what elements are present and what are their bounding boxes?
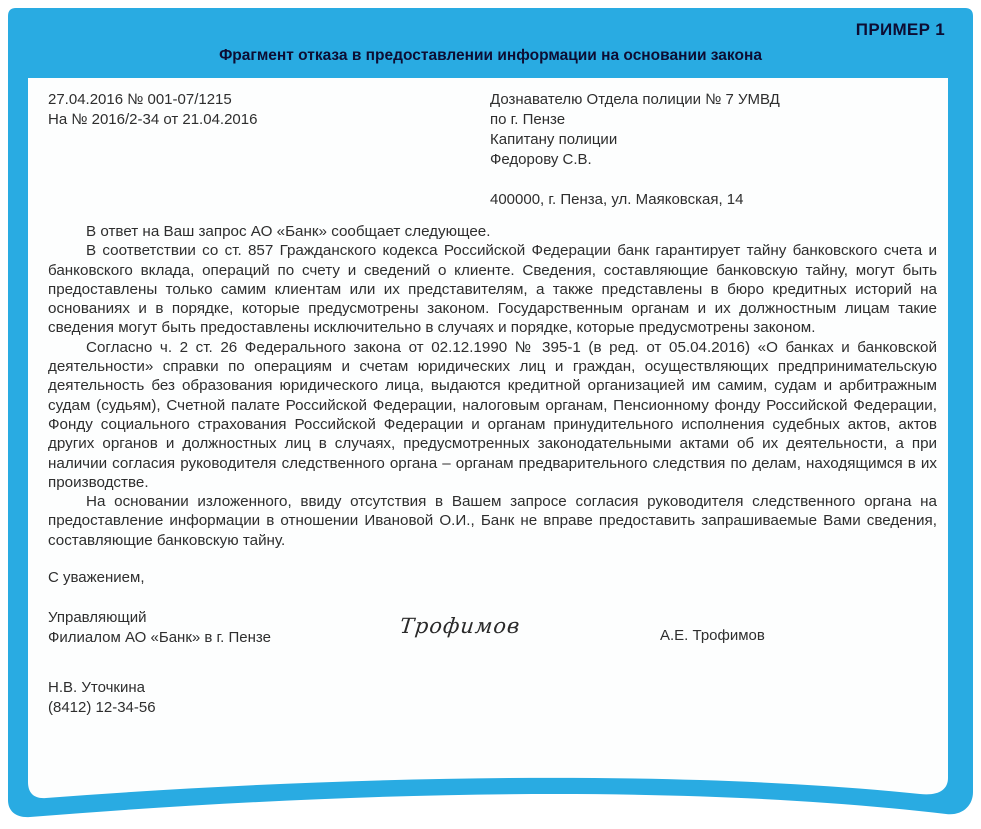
signer-name: А.Е. Трофимов [660,627,765,644]
body-paragraph: Согласно ч. 2 ст. 26 Федерального закона от 02.12.1990 № 395-1 (в ред. от 05.04.2016) «О банках и банковской деятельности» справки по операциям и счетам юридических лиц и граждан, осуществляющих предпринимательскую деятельность без образования юридического лица, выдаются кредитной организацией им самим, судам и арбитражным судам (судьям), Счетной палате Российской Федерации, налоговым органам, Пенсионному фонду Российской Федерации, Фонду социального страхования Российской Федерации и органам принудительного исполнения судебных актов, актов других органов и должностных лиц в случаях, предусмотренных законодательными актами об их деятельности, а при наличии согласия руководителя следственного органа – органам предварительного следствия по делам, находящимся в их производстве. [48,338,937,491]
signer-position-line: Филиалом АО «Банк» в г. Пензе [48,629,271,646]
addressee-line: Дознавателю Отдела полиции № 7 УМВД [490,91,780,108]
closing-salutation: С уважением, [48,569,145,586]
addressee-line: Капитану полиции [490,131,618,148]
addressee-line: по г. Пензе [490,111,566,128]
outgoing-ref: 27.04.2016 № 001-07/1215 [48,91,232,108]
page-title: Фрагмент отказа в предоставлении информации на основании закона [219,47,762,64]
letter-body [48,222,937,550]
handwritten-signature: Трофимов [398,614,522,638]
signer-position [48,608,271,648]
addressee-address: 400000, г. Пенза, ул. Маяковская, 14 [490,191,744,208]
body-paragraph: В ответ на Ваш запрос АО «Банк» сообщает следующее. [86,223,491,240]
executor-block [48,678,156,718]
addressee-line: Федорову С.В. [490,151,592,168]
executor-name: Н.В. Уточкина [48,679,145,696]
incoming-ref: На № 2016/2-34 от 21.04.2016 [48,111,258,128]
body-paragraph: В соответствии со ст. 857 Гражданского кодекса Российской Федерации банк гарантирует тайну банковского счета и банковского вклада, операций по счету и сведений о клиенте. Сведения, составляющие банковскую тайну, могут быть предоставлены только самим клиентам или их представителям, а также представлены в бюро кредитных историй на основаниях и в порядке, которые предусмотрены законом. Государственным органам и их должностным лицам такие сведения могут быть предоставлены исключительно в случаях и порядке, которые предусмотрены законом. [48,242,937,337]
reference-block [48,90,257,130]
signer-position-line: Управляющий [48,609,147,626]
addressee-block [490,90,780,210]
executor-phone: (8412) 12-34-56 [48,699,156,716]
body-paragraph: На основании изложенного, ввиду отсутствия в Вашем запросе согласия руководителя следственного органа на предоставление информации в отношении Ивановой О.И., Банк не вправе предоставить запрашиваемые Вами сведения, составляющие банковскую тайну. [48,493,937,549]
example-label: ПРИМЕР 1 [855,20,945,39]
